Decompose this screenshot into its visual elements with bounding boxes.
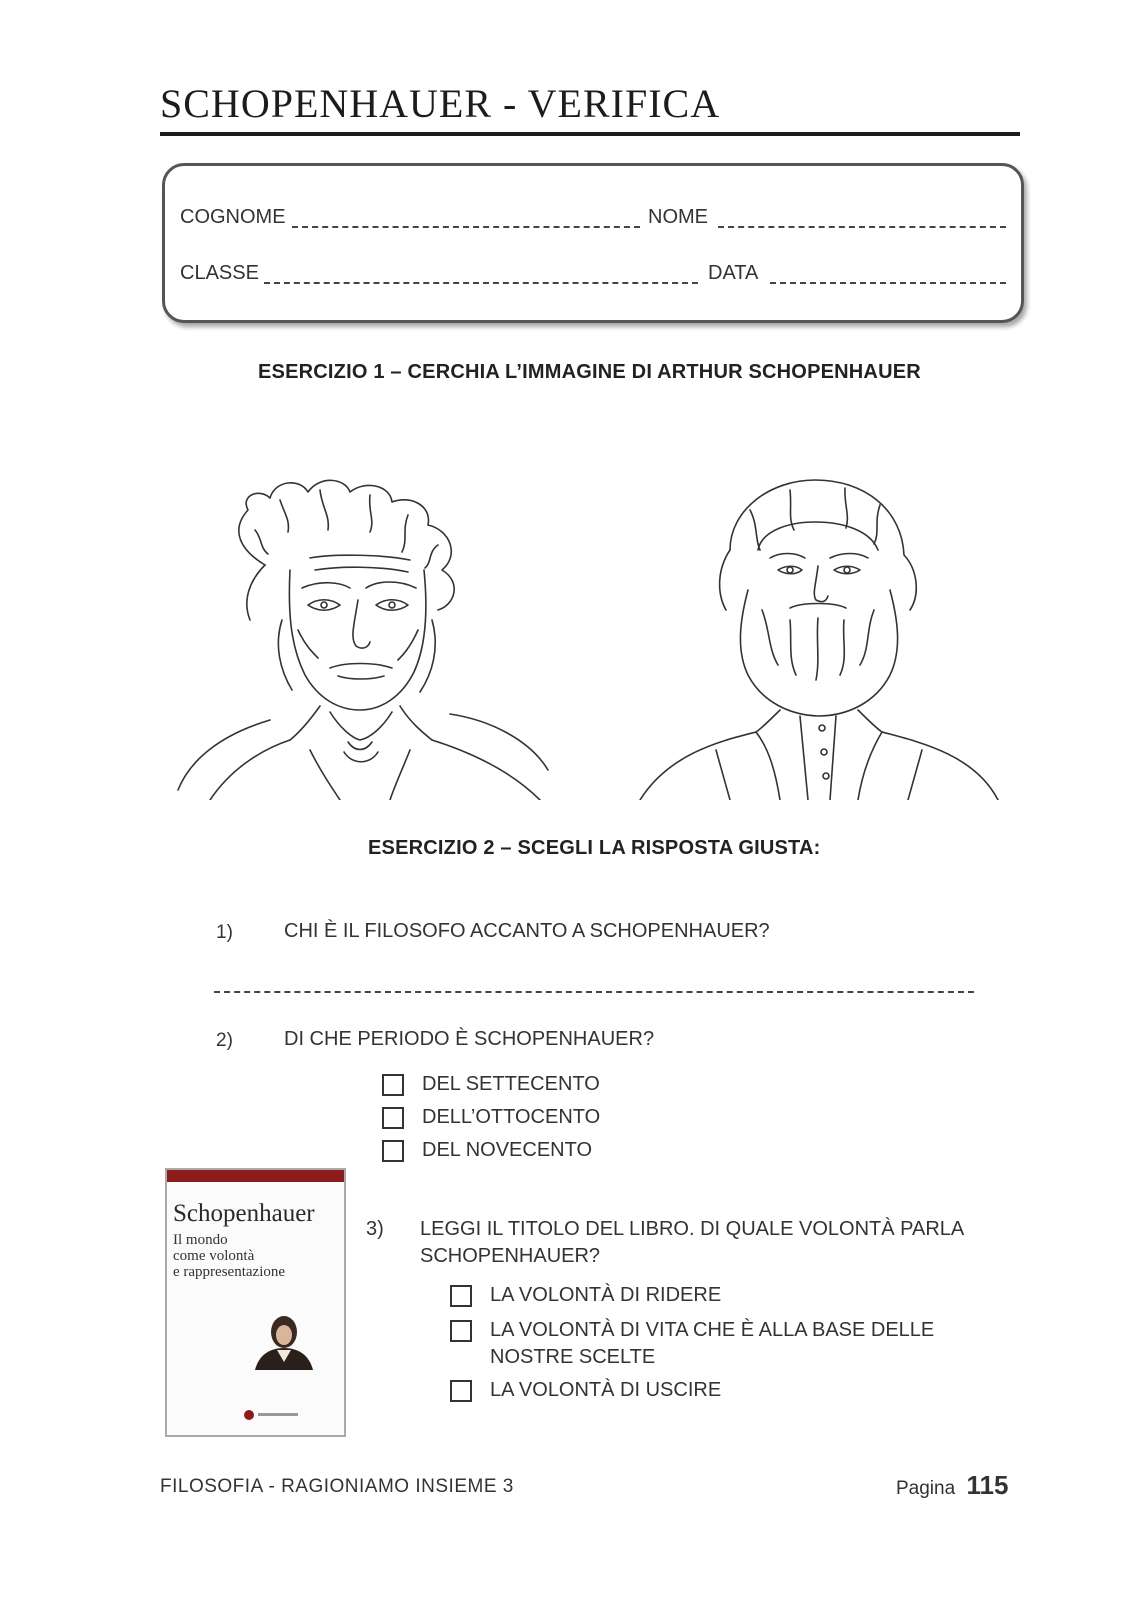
publisher-logo — [243, 1408, 303, 1422]
q3-option-1[interactable] — [450, 1284, 721, 1307]
q3-option-2-label: LA VOLONTÀ DI VITA CHE È ALLA BASE DELLE — [490, 1319, 935, 1341]
book-subtitle-line-2: come volontà — [173, 1248, 255, 1264]
name-field[interactable] — [718, 226, 1006, 228]
question-2-number: 2) — [216, 1030, 233, 1051]
question-2-text: DI CHE PERIODO È SCHOPENHAUER? — [284, 1028, 655, 1050]
schopenhauer-portrait[interactable] — [170, 470, 560, 800]
checkbox[interactable] — [450, 1380, 472, 1402]
class-field[interactable] — [264, 282, 698, 284]
question-1-number: 1) — [216, 922, 233, 943]
student-info-box — [162, 163, 1024, 323]
marx-portrait[interactable] — [630, 470, 1010, 800]
book-subtitle-line-1: Il mondo — [173, 1232, 228, 1248]
question-3-number: 3) — [366, 1218, 384, 1240]
q2-option-2-label: DELL’OTTOCENTO — [422, 1106, 601, 1128]
q3-option-3[interactable] — [450, 1379, 721, 1402]
page-number: 115 — [966, 1470, 1009, 1500]
page-title: SCHOPENHAUER - VERIFICA — [160, 81, 721, 126]
book-cover-band — [167, 1170, 344, 1182]
footer-course-title: FILOSOFIA - RAGIONIAMO INSIEME 3 — [160, 1476, 514, 1497]
page-label: Pagina — [896, 1478, 956, 1499]
checkbox[interactable] — [382, 1140, 404, 1162]
book-cover-image — [165, 1168, 346, 1437]
checkbox[interactable] — [382, 1074, 404, 1096]
book-subtitle — [173, 1232, 285, 1280]
question-1-answer-line[interactable] — [214, 991, 974, 993]
q2-option-1[interactable] — [382, 1073, 600, 1096]
checkbox[interactable] — [450, 1285, 472, 1307]
q2-option-1-label: DEL SETTECENTO — [422, 1073, 600, 1095]
q3-option-1-label: LA VOLONTÀ DI RIDERE — [490, 1284, 722, 1306]
checkbox[interactable] — [450, 1320, 472, 1342]
page-number-block — [896, 1470, 1008, 1501]
date-field[interactable] — [770, 282, 1006, 284]
name-label: NOME — [648, 206, 708, 228]
q3-option-3-label: LA VOLONTÀ DI USCIRE — [490, 1379, 722, 1401]
book-author: Schopenhauer — [173, 1200, 315, 1227]
exercise-1-title: ESERCIZIO 1 – CERCHIA L’IMMAGINE DI ARTHUR SCHOPENHAUER — [258, 361, 921, 383]
checkbox[interactable] — [382, 1107, 404, 1129]
title-rule — [160, 132, 1020, 136]
surname-field[interactable] — [292, 226, 640, 228]
q2-option-3-label: DEL NOVECENTO — [422, 1139, 593, 1161]
question-1-text: CHI È IL FILOSOFO ACCANTO A SCHOPENHAUER? — [284, 920, 770, 942]
question-3-text-line-1: LEGGI IL TITOLO DEL LIBRO. DI QUALE VOLONTÀ PARLA — [420, 1218, 965, 1240]
date-label: DATA — [708, 262, 759, 284]
question-3-text-line-2: SCHOPENHAUER? — [420, 1245, 601, 1267]
book-portrait-icon — [251, 1310, 317, 1370]
q2-option-2[interactable] — [382, 1106, 600, 1129]
surname-label: COGNOME — [180, 206, 286, 228]
exercise-2-title: ESERCIZIO 2 – SCEGLI LA RISPOSTA GIUSTA: — [368, 837, 821, 859]
q3-option-2[interactable] — [450, 1319, 934, 1342]
q3-option-2-continued: NOSTRE SCELTE — [490, 1346, 656, 1368]
class-label: CLASSE — [180, 262, 259, 284]
book-subtitle-line-3: e rappresentazione — [173, 1264, 286, 1280]
q2-option-3[interactable] — [382, 1139, 592, 1162]
